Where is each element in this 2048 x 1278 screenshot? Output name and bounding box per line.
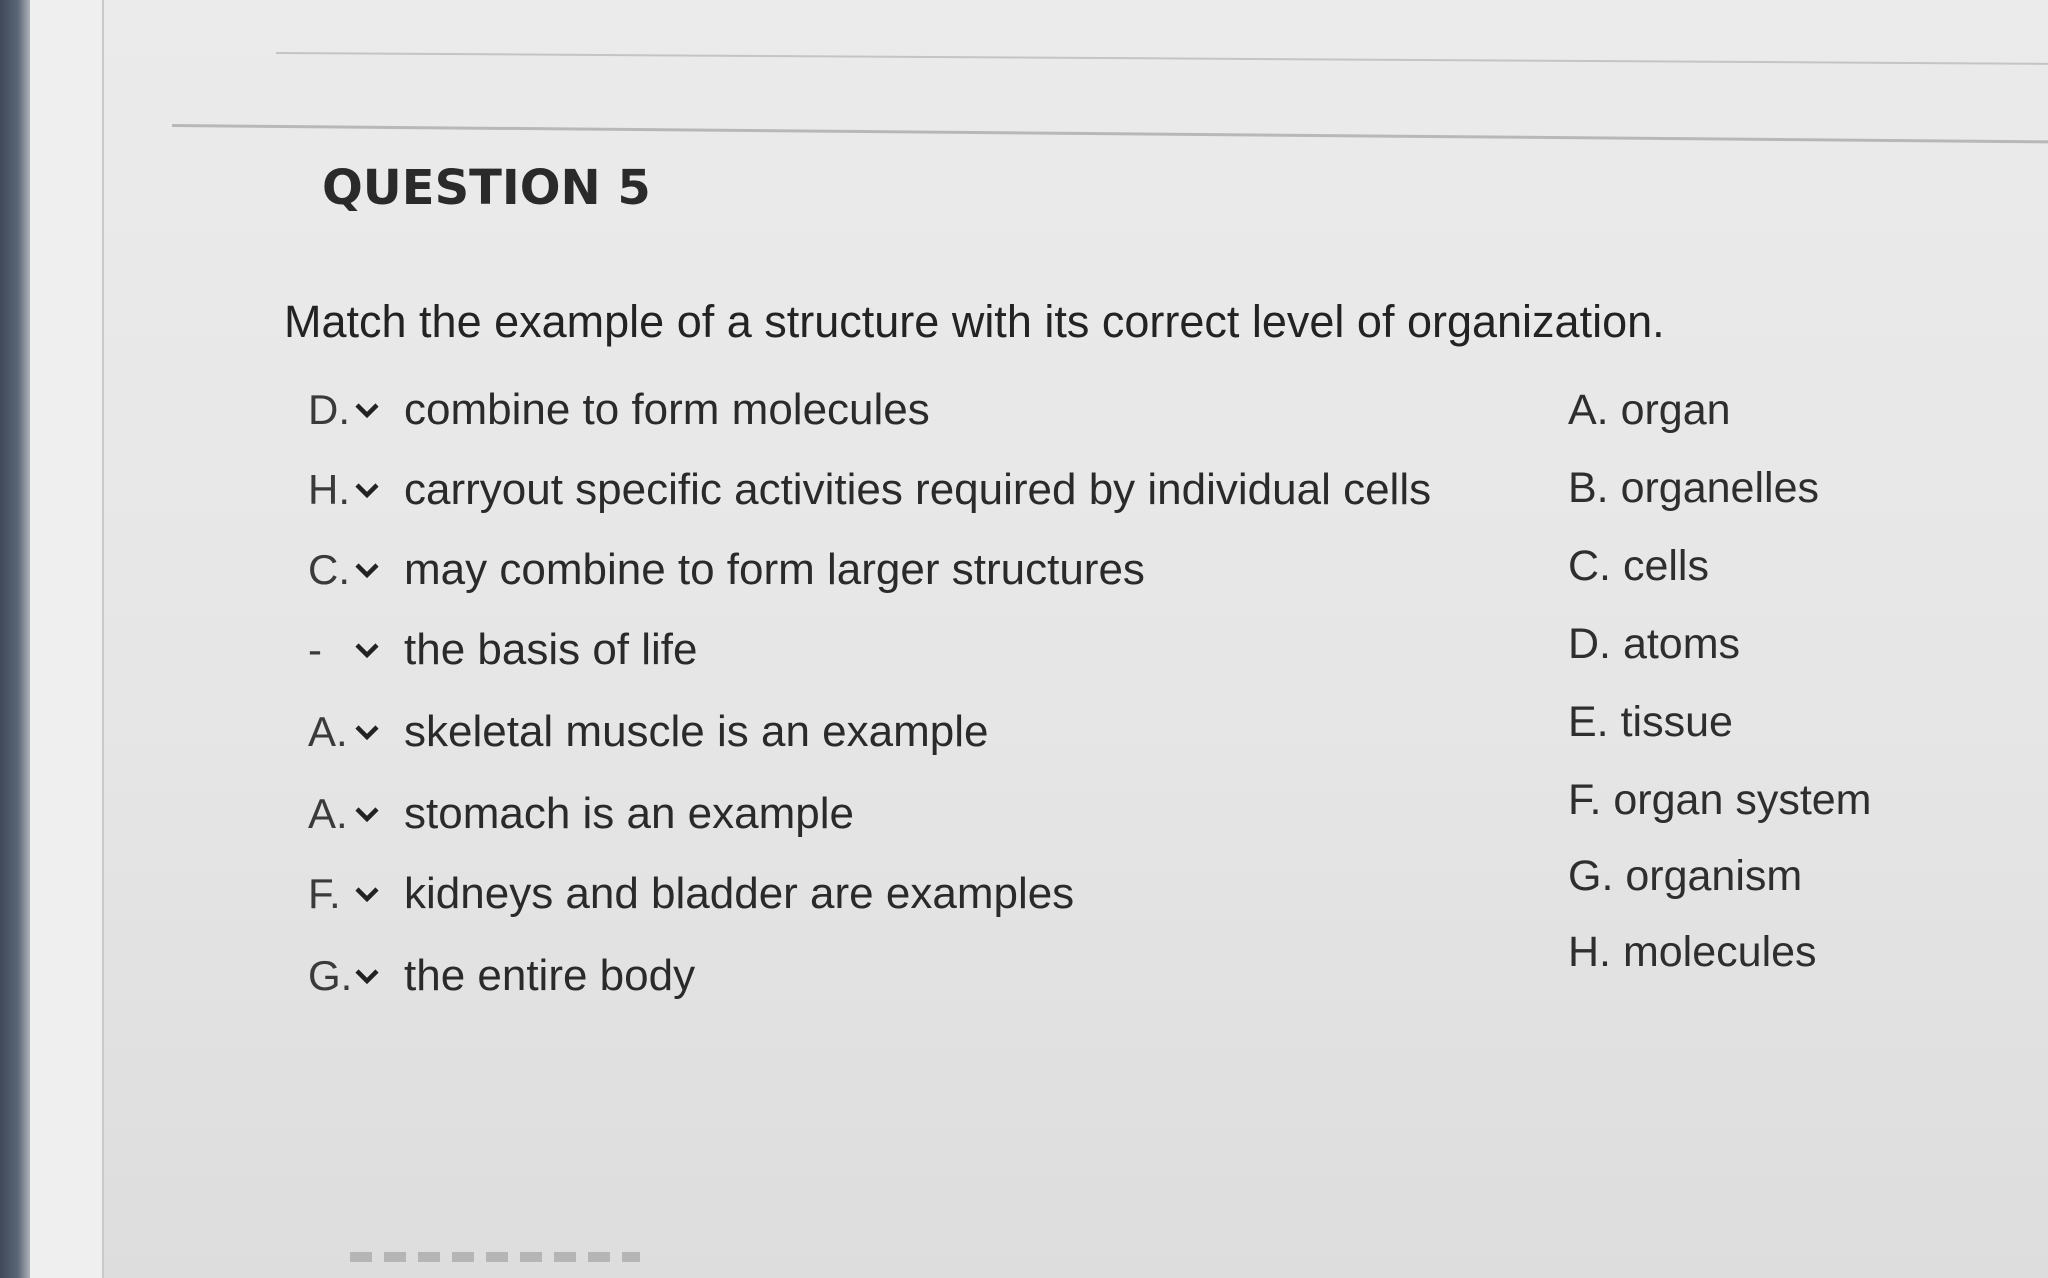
answer-option: D. atoms <box>1568 620 1741 668</box>
premise-text: kidneys and bladder are examples <box>404 869 1075 918</box>
next-question-header-cutoff <box>350 1252 640 1262</box>
question-prompt: Match the example of a structure with its correct level of organization. <box>284 296 1665 347</box>
premise-row <box>308 378 930 442</box>
premise-row <box>308 618 698 682</box>
select-value: H. <box>308 466 350 513</box>
chevron-down-icon <box>354 560 380 580</box>
answer-option: G. organism <box>1568 852 1803 900</box>
answer-option: C. cells <box>1568 542 1709 590</box>
premise-text: skeletal muscle is an example <box>404 707 989 756</box>
answer-select[interactable] <box>308 788 404 840</box>
premise-row <box>308 944 695 1008</box>
question-title: QUESTION 5 <box>322 160 651 216</box>
premise-row <box>308 782 854 846</box>
answer-option: F. organ system <box>1568 776 1872 824</box>
answer-option: B. organelles <box>1568 464 1819 512</box>
answer-option: A. organ <box>1568 386 1731 434</box>
select-value: C. <box>308 546 350 593</box>
answer-option: E. tissue <box>1568 698 1733 746</box>
screen-left-edge <box>0 0 30 1278</box>
premise-text: combine to form molecules <box>404 385 930 434</box>
premise-row <box>308 862 1074 926</box>
premise-row <box>308 538 1145 602</box>
chevron-down-icon <box>354 480 380 500</box>
chevron-down-icon <box>354 804 380 824</box>
answer-select[interactable] <box>308 868 404 920</box>
select-value: G. <box>308 952 353 999</box>
answer-select[interactable] <box>308 384 404 436</box>
answer-select[interactable] <box>308 544 404 596</box>
answer-select[interactable] <box>308 950 404 1002</box>
premise-row <box>308 700 988 764</box>
select-value: A. <box>308 790 348 837</box>
chevron-down-icon <box>354 640 380 660</box>
answer-select[interactable] <box>308 706 404 758</box>
select-value: - <box>308 626 322 673</box>
premise-text: the basis of life <box>404 625 698 674</box>
premise-text: stomach is an example <box>404 789 854 838</box>
premise-text: may combine to form larger structures <box>404 545 1145 594</box>
chevron-down-icon <box>354 966 380 986</box>
chevron-down-icon <box>354 400 380 420</box>
premise-text: the entire body <box>404 951 696 1000</box>
chevron-down-icon <box>354 884 380 904</box>
answer-select[interactable] <box>308 464 404 516</box>
left-panel <box>30 0 104 1278</box>
chevron-down-icon <box>354 722 380 742</box>
answer-select[interactable] <box>308 624 404 676</box>
select-value: D. <box>308 386 350 433</box>
answer-option: H. molecules <box>1568 928 1817 976</box>
select-value: F. <box>308 870 341 917</box>
premise-row <box>308 458 1431 522</box>
premise-text: carryout specific activities required by individual cells <box>404 465 1432 514</box>
select-value: A. <box>308 708 348 755</box>
